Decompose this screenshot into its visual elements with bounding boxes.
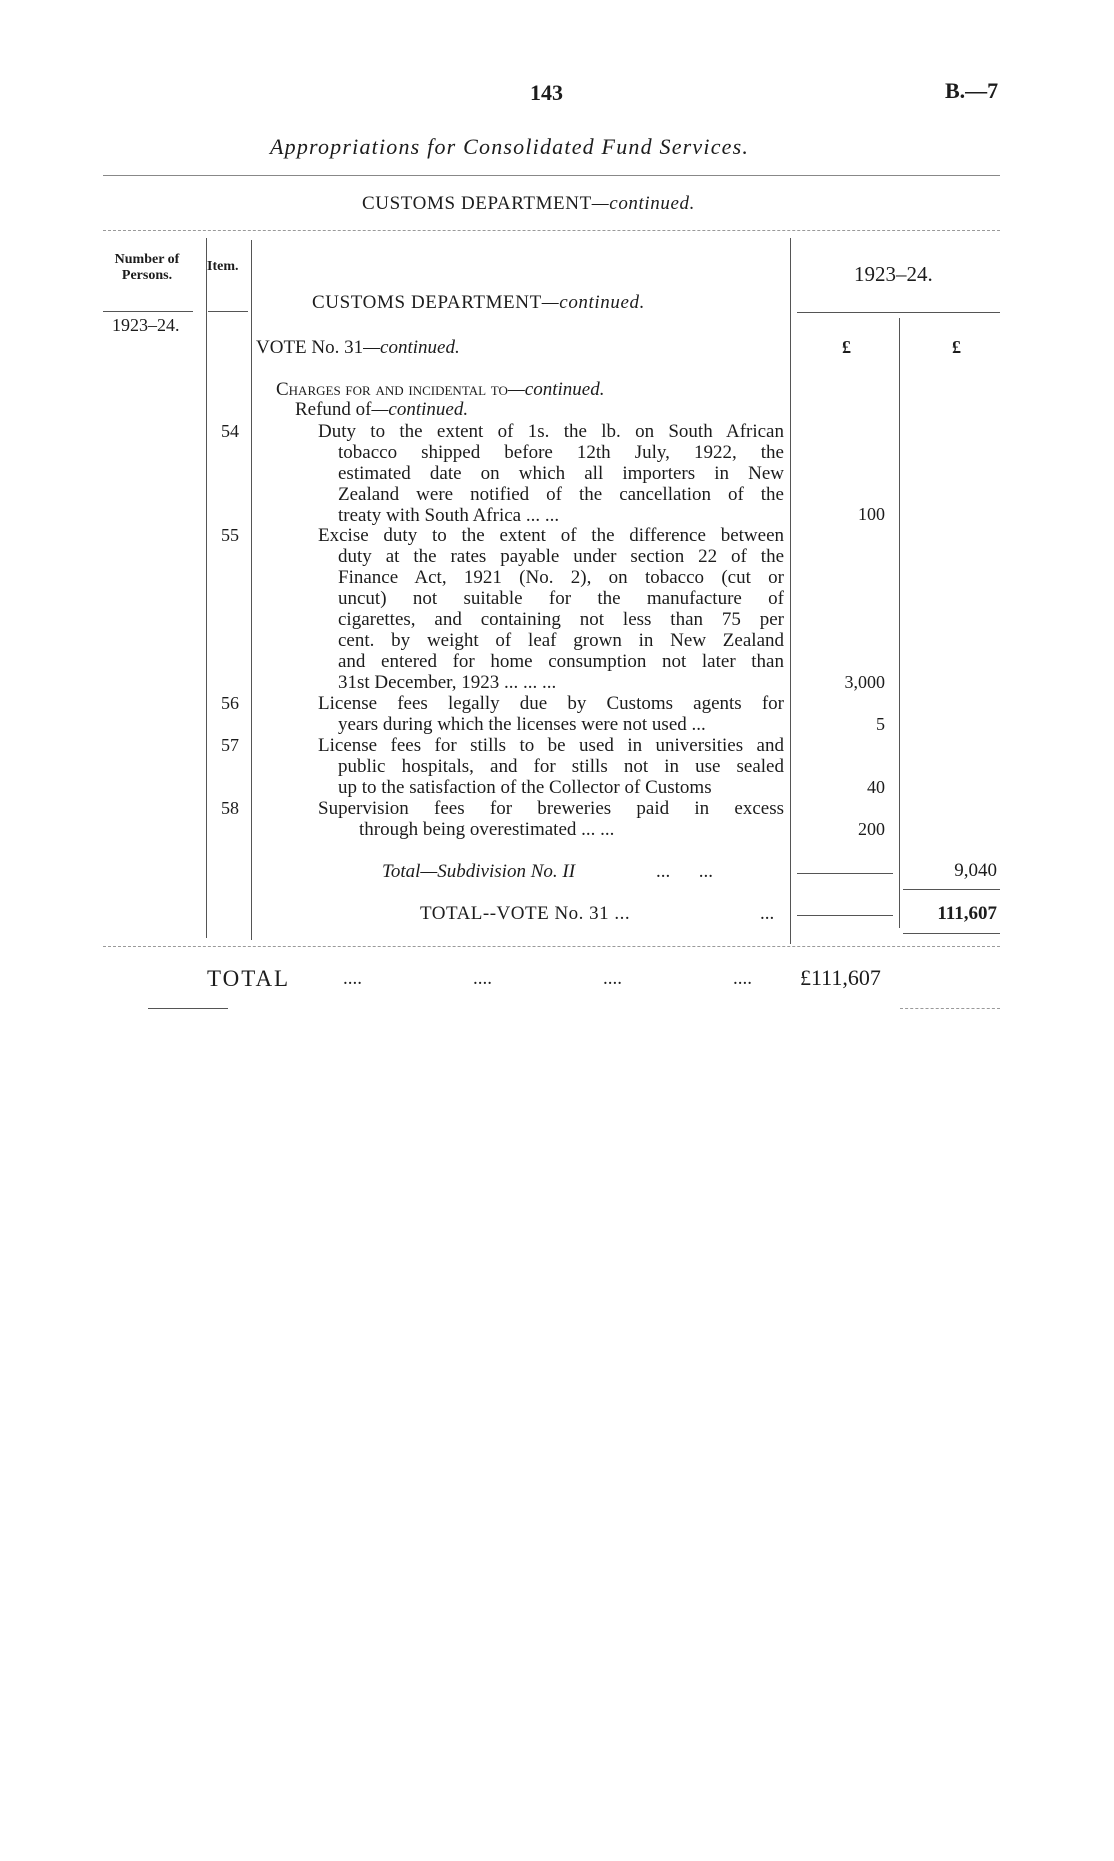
page-subtitle-main: CUSTOMS DEPARTMENT [362, 193, 592, 214]
item-description [318, 421, 784, 526]
page-title: Appropriations for Consolidated Fund Services. [270, 134, 750, 159]
item-line: License fees for stills to be used in universities and [318, 735, 784, 756]
item-amount: 40 [867, 777, 885, 797]
charges-cont: —continued. [507, 379, 605, 400]
grand-total-dots: .... [603, 968, 622, 989]
vote-total-dots: ... [760, 903, 775, 924]
refund-heading [295, 399, 468, 421]
vote-total-amount-rule [903, 933, 1000, 934]
page-number: 143 [530, 80, 563, 105]
pounds-col-rule [899, 318, 900, 928]
refund-label: Refund of [295, 399, 372, 420]
item-line: up to the satisfaction of the Collector of Customs [338, 777, 712, 798]
title-rule [103, 175, 1000, 176]
subtotal-dots: ... ... [656, 861, 713, 882]
item-line: estimated date on which all importers in New [338, 463, 784, 484]
section-title-main: CUSTOMS DEPARTMENT [312, 292, 542, 313]
item-line: cigarettes, and containing not less than 75 per [338, 609, 784, 630]
item-line: years during which the licenses were not used ... [338, 714, 706, 735]
item-amount: 5 [876, 714, 885, 734]
grand-total-label: TOTAL [207, 966, 291, 991]
persons-header-rule [103, 311, 193, 312]
item-line: and entered for home consumption not later than [338, 651, 784, 672]
item-number: 58 [221, 798, 239, 818]
item-line: public hospitals, and for stills not in use sealed [338, 756, 784, 777]
item-line: License fees legally due by Customs agents for [318, 693, 784, 714]
item-amount: 200 [858, 819, 885, 839]
item-line: tobacco shipped before 12th July, 1922, the [338, 442, 784, 463]
item-line: uncut) not suitable for the manufacture of [338, 588, 784, 609]
item-line: duty at the rates payable under section 22 of the [338, 546, 784, 567]
grand-total-dots: .... [343, 968, 362, 989]
item-amount: 3,000 [844, 672, 885, 692]
item-line: cent. by weight of leaf grown in New Zealand [338, 630, 784, 651]
charges-heading [276, 379, 604, 401]
subtotal-amount: 9,040 [954, 860, 997, 881]
item-description [318, 693, 784, 735]
currency-symbol-2: £ [952, 337, 961, 357]
item-number: 57 [221, 735, 239, 755]
currency-symbol-1: £ [842, 337, 851, 357]
persons-year: 1923–24. [112, 315, 180, 335]
item-description [318, 735, 784, 798]
grand-total-dots: .... [473, 968, 492, 989]
item-line: Excise duty to the extent of the difference between [318, 525, 784, 546]
item-line: treaty with South Africa ... ... [338, 505, 560, 526]
item-number: 55 [221, 525, 239, 545]
item-description [318, 525, 784, 693]
item-line: Zealand were notified of the cancellation of the [338, 484, 784, 505]
item-amount: 100 [858, 504, 885, 524]
persons-header: Number of Persons. [114, 252, 180, 283]
year-header: 1923–24. [854, 262, 933, 286]
item-col-right-rule [251, 240, 252, 940]
grand-total-amount: £111,607 [800, 965, 881, 990]
subtotal-label: Total—Subdivision No. II [382, 861, 576, 882]
page-subtitle [362, 193, 695, 215]
year-header-rule [797, 312, 1000, 313]
vote-cont: —continued. [363, 337, 460, 358]
table-bottom-rule [103, 946, 1000, 947]
desc-col-right-rule [790, 238, 791, 944]
subtotal-rule [797, 873, 893, 874]
section-title-cont: —continued. [541, 292, 645, 313]
item-line: Duty to the extent of 1s. the lb. on South African [318, 421, 784, 442]
grand-total-dots: .... [733, 968, 752, 989]
section-title [312, 292, 645, 314]
grand-total-rule-right [900, 1008, 1000, 1009]
item-line: Supervision fees for breweries paid in excess [318, 798, 784, 819]
item-line: Finance Act, 1921 (No. 2), on tobacco (cut or [338, 567, 784, 588]
item-number: 56 [221, 693, 239, 713]
item-header-rule [208, 311, 248, 312]
item-number: 54 [221, 421, 239, 441]
item-description [318, 798, 784, 840]
vote-label: VOTE No. 31 [256, 337, 364, 358]
item-header: Item. [207, 259, 239, 274]
vote-total-rule [797, 915, 893, 916]
charges-label: Charges for and incidental to [276, 379, 508, 400]
page-subtitle-cont: —continued. [591, 193, 695, 214]
vote-total-label: TOTAL--VOTE No. 31 ... [420, 903, 631, 924]
vote-total-amount: 111,607 [937, 903, 997, 924]
subtotal-amount-rule [903, 889, 1000, 890]
refund-cont: —continued. [371, 399, 469, 420]
vote-heading [256, 337, 460, 359]
page-reference: B.—7 [945, 78, 999, 103]
item-line: 31st December, 1923 ... ... ... [338, 672, 557, 693]
item-line: through being overestimated ... ... [359, 819, 615, 840]
table-top-rule [103, 230, 1000, 231]
item-col-left-rule [206, 238, 207, 938]
grand-total-rule-left [148, 1008, 228, 1009]
